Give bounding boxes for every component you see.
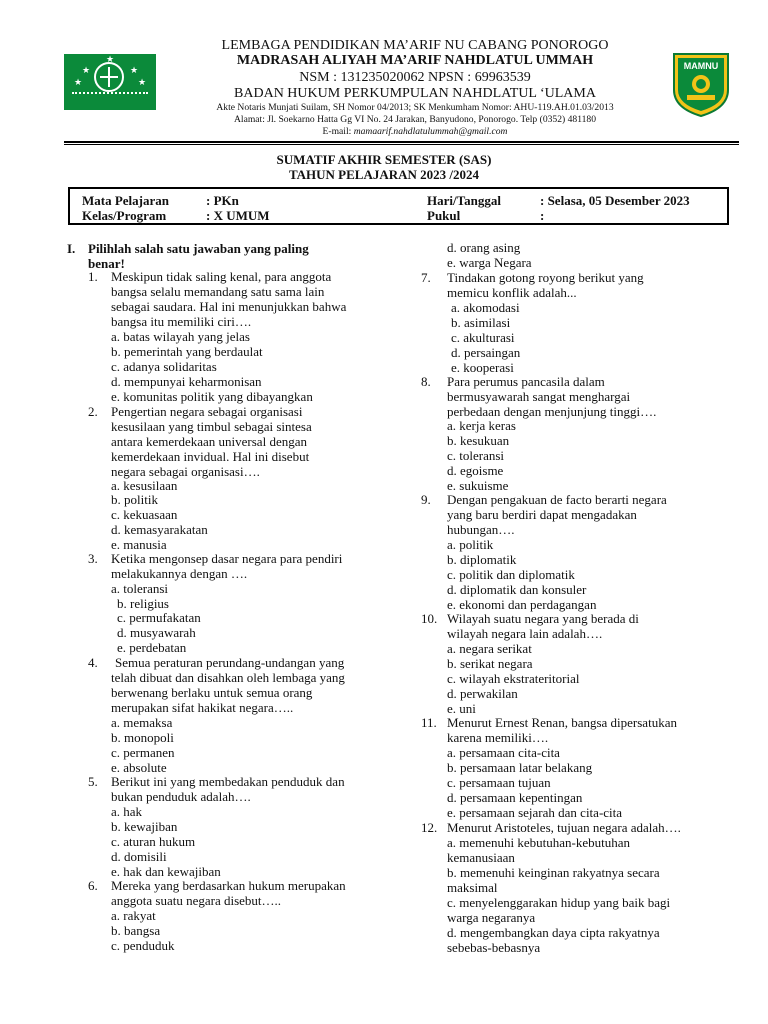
left-answer-option: c. penduduk <box>111 938 175 953</box>
header-nsm-npsn: NSM : 131235020062 NPSN : 69963539 <box>299 70 531 85</box>
time-label: Pukul <box>427 208 461 223</box>
left-answer-option: e. perdebatan <box>117 640 187 655</box>
right-answer-option: e. sukuisme <box>447 478 509 493</box>
right-question-text: Menurut Aristoteles, tujuan negara adalah…. <box>447 820 681 835</box>
time-value: : <box>540 208 545 223</box>
left-question-text: Semua peraturan perundang-undangan yang <box>115 655 345 670</box>
left-answer-option: d. kemasyarakatan <box>111 522 208 537</box>
right-answer-option: c. toleransi <box>447 448 505 463</box>
left-answer-option: b. religius <box>117 596 169 611</box>
date-label: Hari/Tanggal <box>427 193 501 208</box>
right-answer-option: c. akulturasi <box>451 330 515 345</box>
header-email-line <box>160 126 670 137</box>
left-question-number: 5. <box>88 774 98 789</box>
right-question-text: Wilayah suatu negara yang berada di <box>447 611 639 626</box>
left-question-text: melakukannya dengan …. <box>111 566 248 581</box>
right-answer-option: a. politik <box>447 537 494 552</box>
right-answer-option: b. kesukuan <box>447 433 510 448</box>
right-answer-option: a. akomodasi <box>451 300 520 315</box>
star-icon: ★ <box>130 65 139 75</box>
left-question-text: negara sebagai organisasi…. <box>111 464 260 479</box>
left-question-text: kesusilaan yang timbul sebagai sintesa <box>111 419 312 434</box>
right-question-text: Tindakan gotong royong berikut yang <box>447 270 644 285</box>
right-question-text: hubungan…. <box>447 522 515 537</box>
right-question-text: yang baru berdiri dapat mengadakan <box>447 507 637 522</box>
left-question-text: Ketika mengonsep dasar negara para pendiri <box>111 551 343 566</box>
right-question-text: kemanusiaan <box>447 850 515 865</box>
star-icon: ★ <box>106 54 115 64</box>
left-answer-option: d. domisili <box>111 849 167 864</box>
section-instruction: Pilihlah salah satu jawaban yang paling <box>88 241 309 256</box>
right-answer-option: a. negara serikat <box>447 641 532 656</box>
rope-decoration <box>72 92 148 100</box>
left-answer-option: a. rakyat <box>111 908 156 923</box>
left-answer-option: d. mempunyai keharmonisan <box>111 374 262 389</box>
right-question-text: maksimal <box>447 880 498 895</box>
right-question-text: sebebas-bebasnya <box>447 940 541 955</box>
right-answer-option: e. uni <box>447 701 476 716</box>
left-answer-option: c. permanen <box>111 745 175 760</box>
right-answer-option: c. wilayah ekstrateritorial <box>447 671 580 686</box>
class-value: : X UMUM <box>206 208 270 223</box>
left-answer-option: e. hak dan kewajiban <box>111 864 221 879</box>
right-answer-option: d. perwakilan <box>447 686 518 701</box>
left-question-text: bukan penduduk adalah…. <box>111 789 251 804</box>
left-question-text: antara kemerdekaan universal dengan <box>111 434 307 449</box>
left-answer-option: e. komunitas politik yang dibayangkan <box>111 389 313 404</box>
left-question-text: telah dibuat dan disahkan oleh lembaga yang <box>111 670 345 685</box>
right-answer-option: d. persamaan kepentingan <box>447 790 583 805</box>
left-question-text: sebagai saudara. Hal ini menunjukkan bahwa <box>111 299 347 314</box>
left-question-text: Meskipun tidak saling kenal, para anggota <box>111 269 332 284</box>
left-question-text: merupakan sifat hakikat negara….. <box>111 700 294 715</box>
right-answer-option: d. egoisme <box>447 463 504 478</box>
left-question-number: 2. <box>88 404 98 419</box>
email-address: mamaarif.nahdlatulummah@gmail.com <box>353 126 508 137</box>
header-school-name: MADRASAH ALIYAH MA’ARIF NAHDLATUL UMMAH <box>236 53 594 68</box>
right-question-text: perbedaan dengan menjunjung tinggi…. <box>447 404 657 419</box>
right-question-text: Menurut Ernest Renan, bangsa dipersatukan <box>447 715 677 730</box>
star-icon: ★ <box>82 65 91 75</box>
header-legal-body: BADAN HUKUM PERKUMPULAN NAHDLATUL ‘ULAMA <box>234 86 596 101</box>
left-answer-option: b. politik <box>111 492 158 507</box>
section-instruction-cont: benar! <box>88 256 125 271</box>
right-question-text: memicu konflik adalah... <box>447 285 577 300</box>
right-question-number: 7. <box>421 270 431 285</box>
left-answer-option: a. toleransi <box>111 581 169 596</box>
left-answer-option: b. monopoli <box>111 730 174 745</box>
left-question-text: Pengertian negara sebagai organisasi <box>111 404 303 419</box>
left-answer-option: c. aturan hukum <box>111 834 196 849</box>
right-question-text: karena memiliki…. <box>447 730 549 745</box>
header-address: Alamat: Jl. Soekarno Hatta Gg VI No. 24 Jarakan, Banyudono, Ponorogo. Telp (0352) 481180 <box>233 114 597 125</box>
right-answer-option: a. kerja keras <box>447 418 516 433</box>
left-answer-option: d. musyawarah <box>117 625 196 640</box>
left-answer-option: b. pemerintah yang berdaulat <box>111 344 263 359</box>
right-question-number: 10. <box>421 611 438 626</box>
right-answer-option: c. politik dan diplomatik <box>447 567 575 582</box>
nu-logo <box>64 54 156 110</box>
left-question-text: bangsa itu memiliki ciri…. <box>111 314 252 329</box>
left-answer-option: c. permufakatan <box>117 610 201 625</box>
right-question-text: wilayah negara lain adalah…. <box>447 626 603 641</box>
left-question-text: berwenang berlaku untuk semua orang <box>111 685 313 700</box>
globe-icon <box>94 62 124 92</box>
left-question-text: Berikut ini yang membedakan penduduk dan <box>111 774 345 789</box>
left-answer-option: c. kekuasaan <box>111 507 178 522</box>
left-question-text: kemerdekaan invidual. Hal ini disebut <box>111 449 310 464</box>
left-answer-option: e. manusia <box>111 537 167 552</box>
right-answer-option: d. persaingan <box>451 345 521 360</box>
date-value: : Selasa, 05 Desember 2023 <box>540 193 690 208</box>
class-label: Kelas/Program <box>82 208 167 223</box>
academic-year: TAHUN PELAJARAN 2023 /2024 <box>288 167 480 182</box>
right-answer-option: e. ekonomi dan perdagangan <box>447 597 597 612</box>
subject-label: Mata Pelajaran <box>82 193 170 208</box>
right-answer-option: b. diplomatik <box>447 552 517 567</box>
right-answer-option: b. serikat negara <box>447 656 533 671</box>
right-answer-option: e. kooperasi <box>451 360 514 375</box>
right-question-number: 11. <box>421 715 437 730</box>
right-answer-option: c. persamaan tujuan <box>447 775 551 790</box>
exam-title: SUMATIF AKHIR SEMESTER (SAS) <box>276 152 492 167</box>
right-answer-option: d. diplomatik dan konsuler <box>447 582 587 597</box>
left-answer-option: a. hak <box>111 804 143 819</box>
mamnu-logo <box>670 50 732 118</box>
right-question-text: Para perumus pancasila dalam <box>447 374 605 389</box>
right-answer-option: c. menyelenggarakan hidup yang baik bagi <box>447 895 671 910</box>
right-question-text: warga negaranya <box>447 910 536 925</box>
left-answer-option: a. memaksa <box>111 715 173 730</box>
left-answer-option: c. adanya solidaritas <box>111 359 217 374</box>
right-question-number: 12. <box>421 820 438 835</box>
right-answer-option: d. orang asing <box>447 240 521 255</box>
left-question-number: 4. <box>88 655 98 670</box>
logo-label: MAMNU <box>683 61 719 71</box>
section-number: I. <box>67 241 76 256</box>
header-institution: LEMBAGA PENDIDIKAN MA’ARIF NU CABANG PONOROGO <box>221 38 609 53</box>
star-icon: ★ <box>138 77 147 87</box>
right-answer-option: e. warga Negara <box>447 255 532 270</box>
left-answer-option: b. kewajiban <box>111 819 178 834</box>
right-question-number: 9. <box>421 492 431 507</box>
left-question-text: bangsa selalu memandang satu sama lain <box>111 284 325 299</box>
right-answer-option: b. persamaan latar belakang <box>447 760 593 775</box>
right-answer-option: d. mengembangkan daya cipta rakyatnya <box>447 925 660 940</box>
right-question-text: bermusyawarah sangat menghargai <box>447 389 631 404</box>
right-answer-option: a. persamaan cita-cita <box>447 745 560 760</box>
right-answer-option: e. persamaan sejarah dan cita-cita <box>447 805 623 820</box>
right-answer-option: a. memenuhi kebutuhan-kebutuhan <box>447 835 631 850</box>
left-answer-option: a. batas wilayah yang jelas <box>111 329 250 344</box>
subject-value: : PKn <box>206 193 239 208</box>
right-question-number: 8. <box>421 374 431 389</box>
left-question-number: 1. <box>88 269 98 284</box>
header-divider <box>64 141 739 143</box>
left-answer-option: a. kesusilaan <box>111 478 178 493</box>
header-notary: Akte Notaris Munjati Suilam, SH Nomor 04/2013; SK Menkumham Nomor: AHU-119.AH.01.03/2013 <box>216 102 614 113</box>
left-question-text: Mereka yang berdasarkan hukum merupakan <box>111 878 346 893</box>
email-label: E-mail: <box>322 126 354 137</box>
left-question-number: 6. <box>88 878 98 893</box>
right-answer-option: b. asimilasi <box>451 315 511 330</box>
header-divider-thin <box>64 144 739 145</box>
left-question-text: anggota suatu negara disebut….. <box>111 893 282 908</box>
left-answer-option: e. absolute <box>111 760 167 775</box>
right-answer-option: b. memenuhi keinginan rakyatnya secara <box>447 865 660 880</box>
left-question-number: 3. <box>88 551 98 566</box>
right-question-text: Dengan pengakuan de facto berarti negara <box>447 492 667 507</box>
left-answer-option: b. bangsa <box>111 923 161 938</box>
star-icon: ★ <box>74 77 83 87</box>
